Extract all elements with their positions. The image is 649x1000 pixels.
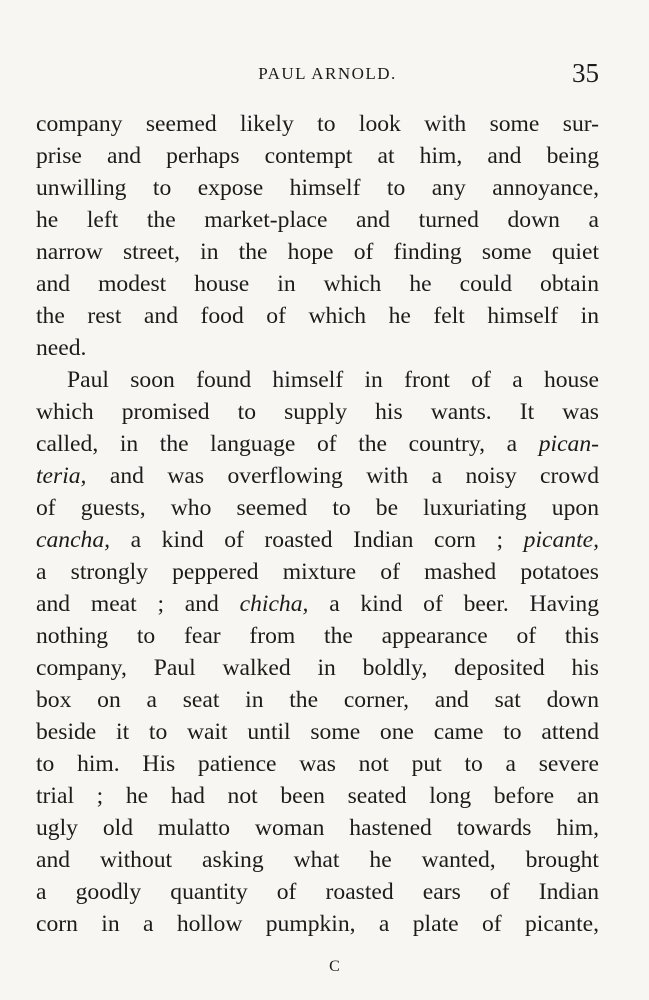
text-line: company, Paul walked in boldly, deposited his (36, 655, 599, 681)
text-line (36, 460, 599, 492)
text-line: unwilling to expose himself to any annoyance, (36, 175, 599, 201)
running-title: PAUL ARNOLD. (258, 64, 397, 83)
text-line (36, 428, 599, 460)
text-line: nothing to fear from the appearance of this (36, 623, 599, 649)
running-head (36, 58, 599, 90)
italic-term: pican- (538, 431, 599, 457)
italic-term: chicha, (239, 591, 309, 617)
text-line: the rest and food of which he felt himself in (36, 303, 599, 329)
text-run: a kind of beer. Having (308, 591, 599, 617)
text-line: prise and perhaps contempt at him, and being (36, 143, 599, 169)
page-number: 35 (572, 58, 599, 88)
text-run: a kind of roasted Indian corn ; (110, 527, 524, 553)
italic-term: picante, (523, 527, 599, 553)
text-line: a strongly peppered mixture of mashed potatoes (36, 559, 599, 585)
text-line: which promised to supply his wants. It was (36, 399, 599, 425)
italic-term: cancha, (36, 527, 111, 553)
text-line: of guests, who seemed to be luxuriating upon (36, 495, 599, 521)
text-line: Paul soon found himself in front of a house (67, 367, 599, 393)
text-line: to him. His patience was not put to a severe (36, 751, 599, 777)
text-line (36, 524, 599, 556)
text-line: company seemed likely to look with some sur- (36, 111, 599, 137)
text-line: box on a seat in the corner, and sat down (36, 687, 599, 713)
text-line: trial ; he had not been seated long before an (36, 783, 599, 809)
text-line (36, 588, 599, 620)
text-line: need. (36, 335, 87, 361)
text-line: and without asking what he wanted, brought (36, 847, 599, 873)
text-line: ugly old mulatto woman hastened towards him, (36, 815, 599, 841)
text-line: narrow street, in the hope of finding some quiet (36, 239, 599, 265)
text-line: and modest house in which he could obtain (36, 271, 599, 297)
text-run: called, in the language of the country, a (36, 431, 539, 457)
text-line: a goodly quantity of roasted ears of Indian (36, 879, 599, 905)
text-line: corn in a hollow pumpkin, a plate of picante, (36, 911, 599, 937)
text-run: and meat ; and (36, 591, 240, 617)
signature-mark: C (329, 958, 340, 975)
body-text (36, 108, 599, 940)
text-run: and was overflowing with a noisy crowd (86, 463, 599, 489)
text-line: beside it to wait until some one came to attend (36, 719, 599, 745)
text-line: he left the market-place and turned down a (36, 207, 599, 233)
italic-term: teria, (36, 463, 87, 489)
